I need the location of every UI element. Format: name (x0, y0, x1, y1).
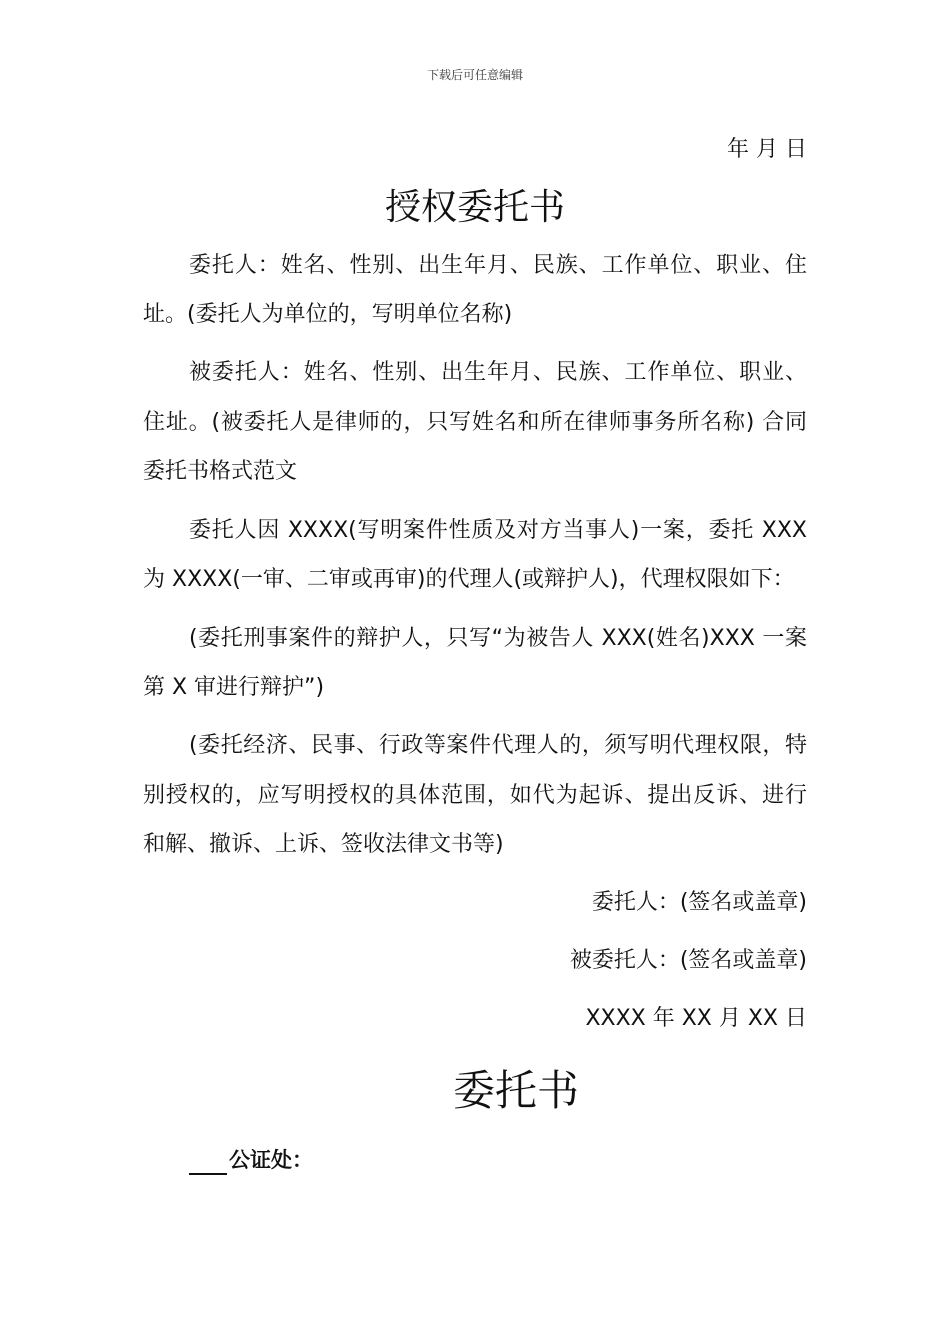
case-line-1: 委托人因 XXXX(写明案件性质及对方当事人)一案，委托 XXX (189, 518, 807, 543)
principal-line-1: 委托人：姓名、性别、出生年月、民族、工作单位、职业、住 (189, 253, 807, 278)
principal-line-2: 址。(委托人为单位的，写明单位名称) (143, 302, 513, 327)
date-line: 年 月 日 (727, 137, 807, 162)
blank-underline (189, 1151, 227, 1175)
signature-date: XXXX 年 XX 月 XX 日 (585, 1006, 807, 1031)
case-line-2: 为 XXXX(一审、二审或再审)的代理人(或辩护人)，代理权限如下： (143, 567, 795, 592)
second-title: 委托书 (452, 1066, 579, 1115)
civil-note-line-3: 和解、撤诉、上诉、签收法律文书等) (143, 832, 504, 857)
notary-label: 公证处： (229, 1148, 313, 1172)
principal-signature: 委托人：(签名或盖章) (591, 890, 807, 915)
agent-signature: 被委托人：(签名或盖章) (569, 948, 807, 973)
agent-line-2: 住址。(被委托人是律师的，只写姓名和所在律师事务所名称) 合同 (143, 410, 807, 435)
agent-line-3: 委托书格式范文 (143, 459, 298, 484)
criminal-note-line-1: (委托刑事案件的辩护人，只写“为被告人 XXX(姓名)XXX 一案 (189, 626, 807, 651)
document-title: 授权委托书 (384, 187, 565, 228)
civil-note-line-1: (委托经济、民事、行政等案件代理人的，须写明代理权限，特 (189, 733, 807, 758)
header-note: 下载后可任意编辑 (426, 68, 523, 82)
civil-note-line-2: 别授权的，应写明授权的具体范围，如代为起诉、提出反诉、进行 (143, 783, 807, 808)
notary-office-line (189, 1145, 313, 1175)
agent-line-1: 被委托人：姓名、性别、出生年月、民族、工作单位、职业、 (189, 360, 807, 385)
criminal-note-line-2: 第 X 审进行辩护”) (143, 675, 325, 700)
